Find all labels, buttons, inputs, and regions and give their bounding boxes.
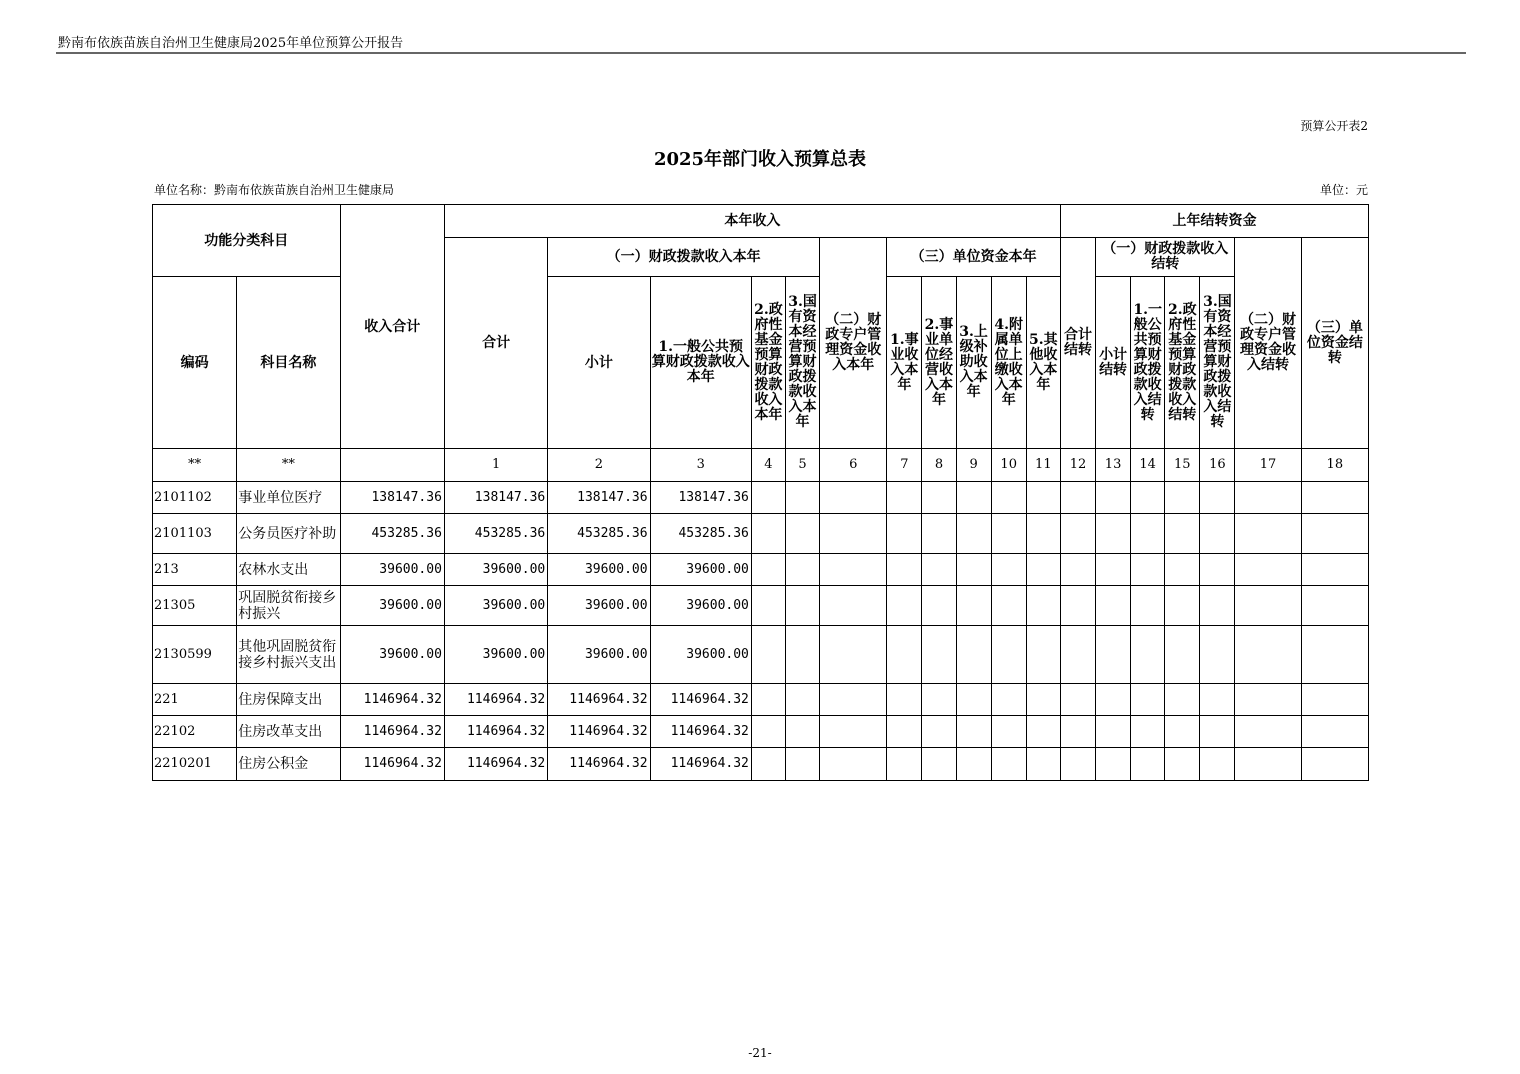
row-amount: 453285.36 xyxy=(548,514,650,554)
index-cell: 2 xyxy=(548,449,650,482)
empty-cell xyxy=(1235,482,1301,514)
empty-cell xyxy=(1131,514,1165,554)
empty-cell xyxy=(1235,684,1301,716)
row-amount: 39600.00 xyxy=(650,554,751,586)
empty-cell xyxy=(751,626,785,684)
page-title: 2025年部门收入预算总表 xyxy=(653,149,867,170)
empty-cell xyxy=(1165,716,1200,748)
empty-cell xyxy=(1131,586,1165,626)
empty-cell xyxy=(1200,514,1235,554)
row-amount: 453285.36 xyxy=(650,514,751,554)
empty-cell xyxy=(1235,748,1301,781)
empty-cell xyxy=(751,554,785,586)
index-row xyxy=(153,449,1369,482)
row-subject-name: 事业单位医疗 xyxy=(237,482,340,514)
row-amount: 1146964.32 xyxy=(340,716,444,748)
header-carry-gov-fund: 2.政府性基金预算财政拨款收入结转 xyxy=(1165,277,1200,449)
empty-cell xyxy=(887,684,922,716)
empty-cell xyxy=(751,748,785,781)
row-code: 22102 xyxy=(153,716,237,748)
row-subject-name: 住房公积金 xyxy=(237,748,340,781)
row-amount: 1146964.32 xyxy=(548,716,650,748)
row-amount: 1146964.32 xyxy=(340,748,444,781)
empty-cell xyxy=(1131,716,1165,748)
empty-cell xyxy=(820,716,887,748)
empty-cell xyxy=(1026,684,1060,716)
header-cur-total: 合计 xyxy=(444,238,547,449)
row-amount: 1146964.32 xyxy=(650,716,751,748)
empty-cell xyxy=(1131,748,1165,781)
empty-cell xyxy=(751,716,785,748)
header-cur-general: 1.一般公共预算财政拨款收入本年 xyxy=(650,277,751,449)
empty-cell xyxy=(922,482,956,514)
row-subject-name: 其他巩固脱贫衔接乡村振兴支出 xyxy=(237,626,340,684)
budget-table xyxy=(152,204,1369,781)
table-row xyxy=(153,626,1369,684)
empty-cell xyxy=(956,586,991,626)
header-income-total: 收入合计 xyxy=(340,205,444,449)
empty-cell xyxy=(1165,626,1200,684)
row-code: 2101103 xyxy=(153,514,237,554)
currency-unit: 单位：元 xyxy=(1319,183,1368,197)
row-subject-name: 住房保障支出 xyxy=(237,684,340,716)
empty-cell xyxy=(786,748,820,781)
empty-cell xyxy=(786,482,820,514)
row-amount: 39600.00 xyxy=(650,586,751,626)
empty-cell xyxy=(922,514,956,554)
row-code: 2130599 xyxy=(153,626,237,684)
header-cur-unit-group: （三）单位资金本年 xyxy=(887,238,1061,277)
header-cur-operating: 2.事业单位经营收入本年 xyxy=(922,277,956,449)
empty-cell xyxy=(956,626,991,684)
empty-cell xyxy=(1026,716,1060,748)
empty-cell xyxy=(1165,586,1200,626)
row-code: 213 xyxy=(153,554,237,586)
empty-cell xyxy=(991,748,1026,781)
index-cell: 7 xyxy=(887,449,922,482)
empty-cell xyxy=(1235,626,1301,684)
empty-cell xyxy=(991,554,1026,586)
header-carry-subtotal: 小计结转 xyxy=(1096,277,1131,449)
empty-cell xyxy=(1096,514,1131,554)
empty-cell xyxy=(1026,626,1060,684)
index-cell: 5 xyxy=(786,449,820,482)
index-cell xyxy=(340,449,444,482)
empty-cell xyxy=(922,554,956,586)
empty-cell xyxy=(1096,554,1131,586)
header-carry-total: 合计结转 xyxy=(1060,238,1095,449)
row-amount: 1146964.32 xyxy=(548,684,650,716)
index-cell: 4 xyxy=(751,449,785,482)
row-code: 21305 xyxy=(153,586,237,626)
index-cell: 14 xyxy=(1131,449,1165,482)
row-subject-name: 公务员医疗补助 xyxy=(237,514,340,554)
index-cell: 3 xyxy=(650,449,751,482)
empty-cell xyxy=(1235,586,1301,626)
empty-cell xyxy=(1096,626,1131,684)
table-code: 预算公开表2 xyxy=(1300,119,1368,133)
header-subject-name: 科目名称 xyxy=(237,277,340,449)
empty-cell xyxy=(786,716,820,748)
empty-cell xyxy=(1165,514,1200,554)
row-amount: 138147.36 xyxy=(444,482,547,514)
empty-cell xyxy=(1235,554,1301,586)
table-row xyxy=(153,586,1369,626)
row-amount: 39600.00 xyxy=(444,586,547,626)
empty-cell xyxy=(922,684,956,716)
index-cell: 8 xyxy=(922,449,956,482)
empty-cell xyxy=(887,514,922,554)
empty-cell xyxy=(956,482,991,514)
empty-cell xyxy=(887,554,922,586)
row-amount: 138147.36 xyxy=(548,482,650,514)
unit-name: 单位名称：黔南布依族苗族自治州卫生健康局 xyxy=(154,183,395,197)
row-amount: 39600.00 xyxy=(548,626,650,684)
empty-cell xyxy=(887,626,922,684)
empty-cell xyxy=(786,514,820,554)
row-amount: 453285.36 xyxy=(340,514,444,554)
empty-cell xyxy=(1026,482,1060,514)
empty-cell xyxy=(922,626,956,684)
empty-cell xyxy=(751,514,785,554)
page-header: 黔南布依族苗族自治州卫生健康局2025年单位预算公开报告 xyxy=(58,36,404,51)
empty-cell xyxy=(1301,684,1368,716)
empty-cell xyxy=(751,586,785,626)
row-amount: 39600.00 xyxy=(444,554,547,586)
row-code: 221 xyxy=(153,684,237,716)
empty-cell xyxy=(1026,514,1060,554)
empty-cell xyxy=(1200,586,1235,626)
header-cur-other: 5.其他收入本年 xyxy=(1026,277,1060,449)
empty-cell xyxy=(1131,684,1165,716)
empty-cell xyxy=(1301,716,1368,748)
empty-cell xyxy=(1235,514,1301,554)
row-amount: 1146964.32 xyxy=(650,748,751,781)
empty-cell xyxy=(1131,554,1165,586)
empty-cell xyxy=(991,684,1026,716)
empty-cell xyxy=(1301,514,1368,554)
row-amount: 138147.36 xyxy=(340,482,444,514)
row-amount: 138147.36 xyxy=(650,482,751,514)
empty-cell xyxy=(1026,748,1060,781)
empty-cell xyxy=(1235,716,1301,748)
empty-cell xyxy=(1200,482,1235,514)
empty-cell xyxy=(1096,684,1131,716)
empty-cell xyxy=(1200,626,1235,684)
empty-cell xyxy=(991,514,1026,554)
row-amount: 39600.00 xyxy=(548,586,650,626)
empty-cell xyxy=(1060,514,1095,554)
empty-cell xyxy=(1131,626,1165,684)
empty-cell xyxy=(1060,716,1095,748)
empty-cell xyxy=(956,554,991,586)
empty-cell xyxy=(786,626,820,684)
header-carry-state-capital: 3.国有资本经营预算财政拨款收入结转 xyxy=(1200,277,1235,449)
index-cell: 13 xyxy=(1096,449,1131,482)
empty-cell xyxy=(1165,748,1200,781)
row-amount: 1146964.32 xyxy=(650,684,751,716)
empty-cell xyxy=(991,482,1026,514)
empty-cell xyxy=(820,748,887,781)
page-number: -21- xyxy=(748,1046,772,1060)
empty-cell xyxy=(1165,554,1200,586)
empty-cell xyxy=(1026,554,1060,586)
empty-cell xyxy=(922,748,956,781)
empty-cell xyxy=(820,554,887,586)
empty-cell xyxy=(1200,554,1235,586)
row-subject-name: 住房改革支出 xyxy=(237,716,340,748)
row-amount: 1146964.32 xyxy=(444,716,547,748)
index-cell: 12 xyxy=(1060,449,1095,482)
empty-cell xyxy=(1200,684,1235,716)
row-subject-name: 农林水支出 xyxy=(237,554,340,586)
header-rule xyxy=(56,52,1466,54)
empty-cell xyxy=(1165,684,1200,716)
row-amount: 39600.00 xyxy=(340,586,444,626)
table-row xyxy=(153,514,1369,554)
header-cur-subtotal: 小计 xyxy=(548,277,650,449)
header-cur-special: （二）财政专户管理资金收入本年 xyxy=(820,238,887,449)
index-cell: 18 xyxy=(1301,449,1368,482)
header-code: 编码 xyxy=(153,277,237,449)
row-amount: 1146964.32 xyxy=(340,684,444,716)
index-cell: 6 xyxy=(820,449,887,482)
table-row xyxy=(153,748,1369,781)
index-cell: 9 xyxy=(956,449,991,482)
header-carry-general: 1.一般公共预算财政拨款收入结转 xyxy=(1131,277,1165,449)
row-amount: 39600.00 xyxy=(548,554,650,586)
row-amount: 39600.00 xyxy=(340,626,444,684)
empty-cell xyxy=(820,514,887,554)
empty-cell xyxy=(1060,482,1095,514)
empty-cell xyxy=(1200,748,1235,781)
index-cell: ** xyxy=(153,449,237,482)
row-amount: 39600.00 xyxy=(444,626,547,684)
empty-cell xyxy=(991,626,1026,684)
empty-cell xyxy=(1026,586,1060,626)
empty-cell xyxy=(786,684,820,716)
index-cell: ** xyxy=(237,449,340,482)
row-amount: 39600.00 xyxy=(340,554,444,586)
header-prior-carryover: 上年结转资金 xyxy=(1060,205,1368,238)
table-row xyxy=(153,684,1369,716)
header-cur-gov-fund: 2.政府性基金预算财政拨款收入本年 xyxy=(751,277,785,449)
index-cell: 17 xyxy=(1235,449,1301,482)
empty-cell xyxy=(820,626,887,684)
empty-cell xyxy=(1301,554,1368,586)
empty-cell xyxy=(1301,482,1368,514)
header-current-year: 本年收入 xyxy=(444,205,1060,238)
empty-cell xyxy=(887,716,922,748)
table-row xyxy=(153,554,1369,586)
index-cell: 16 xyxy=(1200,449,1235,482)
row-code: 2210201 xyxy=(153,748,237,781)
index-cell: 15 xyxy=(1165,449,1200,482)
empty-cell xyxy=(956,684,991,716)
empty-cell xyxy=(956,514,991,554)
empty-cell xyxy=(820,482,887,514)
empty-cell xyxy=(956,748,991,781)
empty-cell xyxy=(922,716,956,748)
header-cur-fiscal-group: （一）财政拨款收入本年 xyxy=(548,238,820,277)
header-cur-state-capital: 3.国有资本经营预算财政拨款收入本年 xyxy=(786,277,820,449)
empty-cell xyxy=(1060,684,1095,716)
empty-cell xyxy=(820,586,887,626)
index-cell: 11 xyxy=(1026,449,1060,482)
row-code: 2101102 xyxy=(153,482,237,514)
empty-cell xyxy=(751,482,785,514)
row-amount: 1146964.32 xyxy=(548,748,650,781)
index-cell: 10 xyxy=(991,449,1026,482)
empty-cell xyxy=(1096,586,1131,626)
empty-cell xyxy=(991,716,1026,748)
header-carry-fiscal-group: （一）财政拨款收入结转 xyxy=(1096,238,1235,277)
header-cur-affiliated: 4.附属单位上缴收入本年 xyxy=(991,277,1026,449)
empty-cell xyxy=(887,586,922,626)
empty-cell xyxy=(1165,482,1200,514)
empty-cell xyxy=(1301,626,1368,684)
empty-cell xyxy=(1301,586,1368,626)
empty-cell xyxy=(1131,482,1165,514)
empty-cell xyxy=(887,482,922,514)
empty-cell xyxy=(922,586,956,626)
row-subject-name: 巩固脱贫衔接乡村振兴 xyxy=(237,586,340,626)
row-amount: 1146964.32 xyxy=(444,748,547,781)
empty-cell xyxy=(1301,748,1368,781)
row-amount: 39600.00 xyxy=(650,626,751,684)
empty-cell xyxy=(991,586,1026,626)
empty-cell xyxy=(887,748,922,781)
header-functional-category: 功能分类科目 xyxy=(153,205,341,277)
table-row xyxy=(153,716,1369,748)
row-amount: 453285.36 xyxy=(444,514,547,554)
header-cur-subsidy: 3.上级补助收入本年 xyxy=(956,277,991,449)
empty-cell xyxy=(1060,586,1095,626)
empty-cell xyxy=(820,684,887,716)
index-cell: 1 xyxy=(444,449,547,482)
empty-cell xyxy=(751,684,785,716)
empty-cell xyxy=(1200,716,1235,748)
empty-cell xyxy=(1060,554,1095,586)
table-row xyxy=(153,482,1369,514)
empty-cell xyxy=(786,554,820,586)
header-cur-business: 1.事业收入本年 xyxy=(887,277,922,449)
empty-cell xyxy=(1060,748,1095,781)
empty-cell xyxy=(1060,626,1095,684)
empty-cell xyxy=(1096,748,1131,781)
header-carry-unit: （三）单位资金结转 xyxy=(1301,238,1368,449)
empty-cell xyxy=(786,586,820,626)
row-amount: 1146964.32 xyxy=(444,684,547,716)
empty-cell xyxy=(956,716,991,748)
empty-cell xyxy=(1096,716,1131,748)
empty-cell xyxy=(1096,482,1131,514)
header-carry-special: （二）财政专户管理资金收入结转 xyxy=(1235,238,1301,449)
